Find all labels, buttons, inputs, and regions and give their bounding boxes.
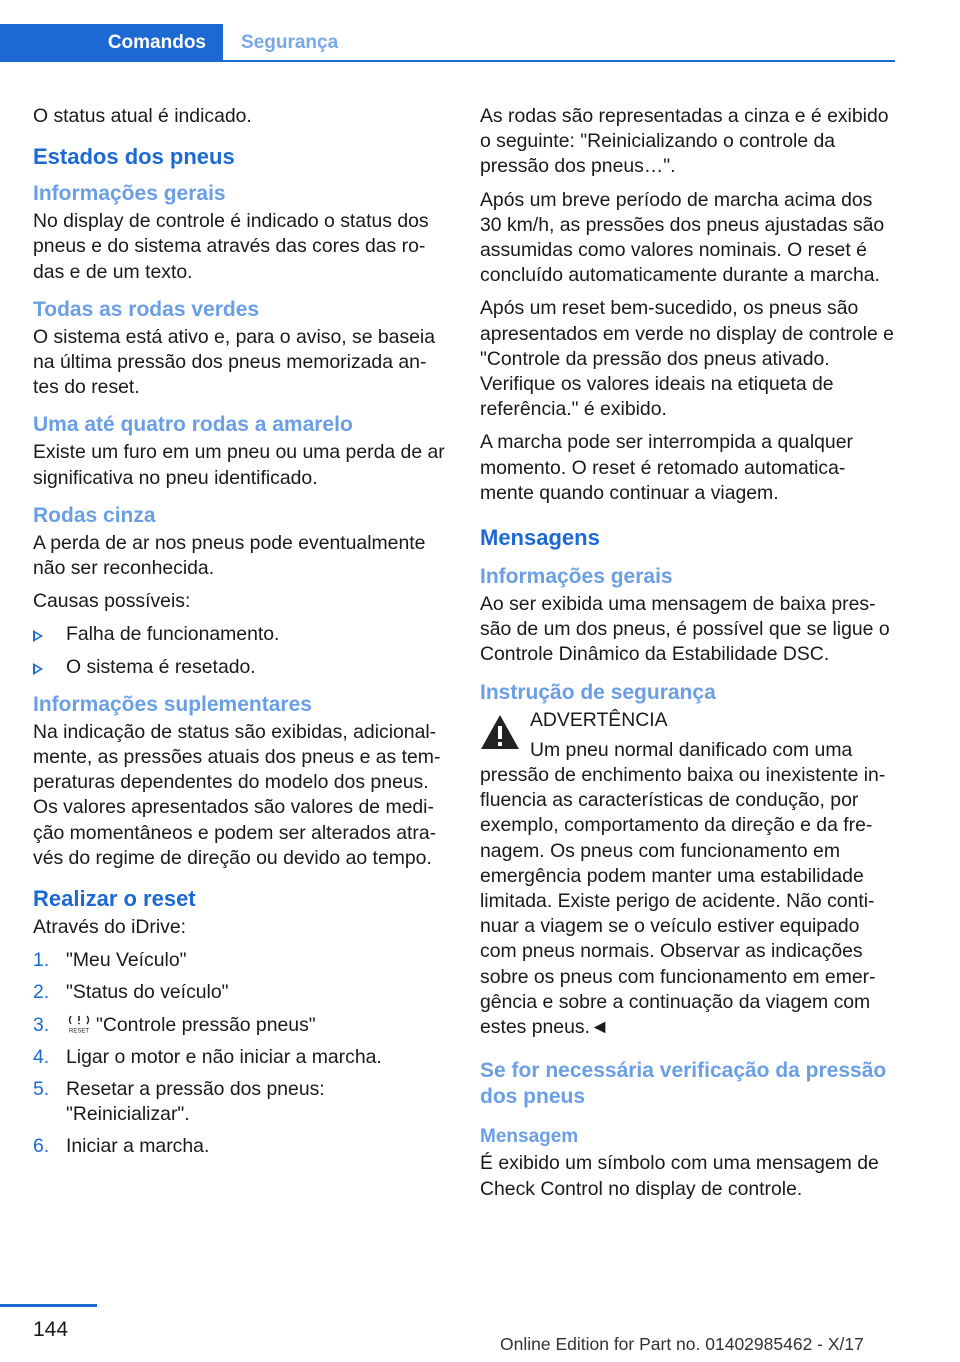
- edition-footer: Online Edition for Part no. 01402985462 - X/17: [500, 1334, 864, 1354]
- mensagem-text: É exibido um símbolo com uma mensagem de Check Control no display de controle.: [480, 1152, 879, 1200]
- svg-text:RESET: RESET: [68, 1028, 90, 1034]
- list-item: 2. "Status do veículo": [33, 981, 229, 1004]
- idrive-label: Através do iDrive:: [33, 916, 187, 939]
- heading-seguranca: Instrução de segurança: [480, 680, 716, 704]
- right-column: [480, 104, 898, 1210]
- reset-interrupt-text: A marcha pode ser interrompida a qualquer momento. O reset é retomado automatica-mente quando continuar a viagem.: [480, 431, 853, 504]
- tab-comandos[interactable]: Comandos: [0, 24, 223, 62]
- heading-info-gerais: Informações gerais: [33, 182, 226, 206]
- triangle-bullet-icon: [33, 663, 43, 675]
- heading-reset: Realizar o reset: [33, 886, 196, 912]
- reset-progress-text: As rodas são representadas a cinza e é exibido o seguinte: "Reinicializando o controle da pressão dos pneus…".: [480, 105, 889, 178]
- mensagens-info-text: Ao ser exibida uma mensagem de baixa pres-são de um dos pneus, é possível que se ligue o Controle Dinâmico da Estabilidade DSC.: [480, 593, 890, 666]
- warning-text-first: Um pneu normal danificado com uma: [530, 738, 853, 761]
- causas-list: [33, 622, 451, 679]
- chapter-tabs: [0, 24, 895, 62]
- warning-title: ADVERTÊNCIA: [530, 708, 668, 731]
- amarelo-text: Existe um furo em um pneu ou uma perda de ar significativa no pneu identificado.: [33, 441, 445, 489]
- heading-suplementares: Informações suplementares: [33, 692, 312, 716]
- tab-seguranca[interactable]: Segurança: [241, 32, 339, 53]
- page-number: 144: [33, 1318, 69, 1341]
- warning-triangle-icon: [480, 714, 520, 750]
- intro-text: O status atual é indicado.: [33, 105, 252, 127]
- list-item: O sistema é resetado.: [33, 655, 451, 680]
- info-gerais-text: No display de controle é indicado o status dos pneus e do sistema através das cores das ro-das e de um texto.: [33, 210, 429, 283]
- heading-verdes: Todas as rodas verdes: [33, 297, 260, 321]
- heading-mensagens: Mensagens: [480, 525, 600, 551]
- list-item: 5. Resetar a pressão dos pneus: "Reinicializar".: [33, 1078, 325, 1126]
- warning-text: pressão de enchimento baixa ou inexistente in-fluencia as características de condução, por exemplo, comportamento da direção e da fre-nagem. Os pneus com funcionamento em emergência podem manter uma estabilidade limitada. Existe perigo de acidente. Não conti-nuar a viagem se o veículo estiver equipado com pneus normais. Observar as indicações sobre os pneus com funcionamento em emer-gência e sobre a continuação da viagem com estes pneus.◄: [480, 764, 886, 1039]
- causas-label: Causas possíveis:: [33, 590, 191, 613]
- heading-verificacao: Se for necessária verificação da pressão dos pneus: [480, 1059, 887, 1109]
- suplementares-text: Na indicação de status são exibidas, adicional-mente, as pressões atuais dos pneus e as tem-peraturas dependentes do modelo dos pneus. Os valores apresentados são valores de medi-ção momentâneos e podem ser alterados atra-vés do regime de direção ou devido ao tempo.: [33, 720, 441, 869]
- heading-info-gerais-right: Informações gerais: [480, 565, 673, 589]
- cinza-text: A perda de ar nos pneus pode eventualmente não ser reconhecida.: [33, 531, 426, 580]
- left-column: [33, 104, 451, 1168]
- heading-cinza: Rodas cinza: [33, 503, 156, 527]
- tire-reset-icon: [66, 1014, 92, 1034]
- warning-block: [480, 708, 898, 1041]
- list-item: Falha de funcionamento.: [33, 622, 451, 647]
- reset-success-text: Após um reset bem-sucedido, os pneus são apresentados em verde no display de controle e "Controle da pressão dos pneus ativado. Verifique os valores ideais na etiqueta de referência." é exibido.: [480, 297, 894, 421]
- footer-rule: [0, 1304, 97, 1307]
- list-item: 1. "Meu Veículo": [33, 949, 187, 972]
- heading-estados: Estados dos pneus: [33, 144, 235, 170]
- heading-mensagem: Mensagem: [480, 1126, 579, 1148]
- triangle-bullet-icon: [33, 630, 43, 642]
- list-item: 3. RESET "Controle pressão pneus": [33, 1013, 316, 1036]
- reset-speed-text: Após um breve período de marcha acima dos 30 km/h, as pressões dos pneus ajustadas são assumidas como valores nominais. O reset é concluído automaticamente durante a marcha.: [480, 188, 885, 287]
- list-item: 6. Iniciar a marcha.: [33, 1135, 210, 1158]
- list-item: 4. Ligar o motor e não iniciar a marcha.: [33, 1045, 382, 1068]
- verdes-text: O sistema está ativo e, para o aviso, se baseia na última pressão dos pneus memorizada an-tes do reset.: [33, 325, 436, 399]
- heading-amarelo: Uma até quatro rodas a amarelo: [33, 413, 353, 437]
- reset-steps: [33, 948, 451, 1159]
- tab-underline: [223, 60, 895, 62]
